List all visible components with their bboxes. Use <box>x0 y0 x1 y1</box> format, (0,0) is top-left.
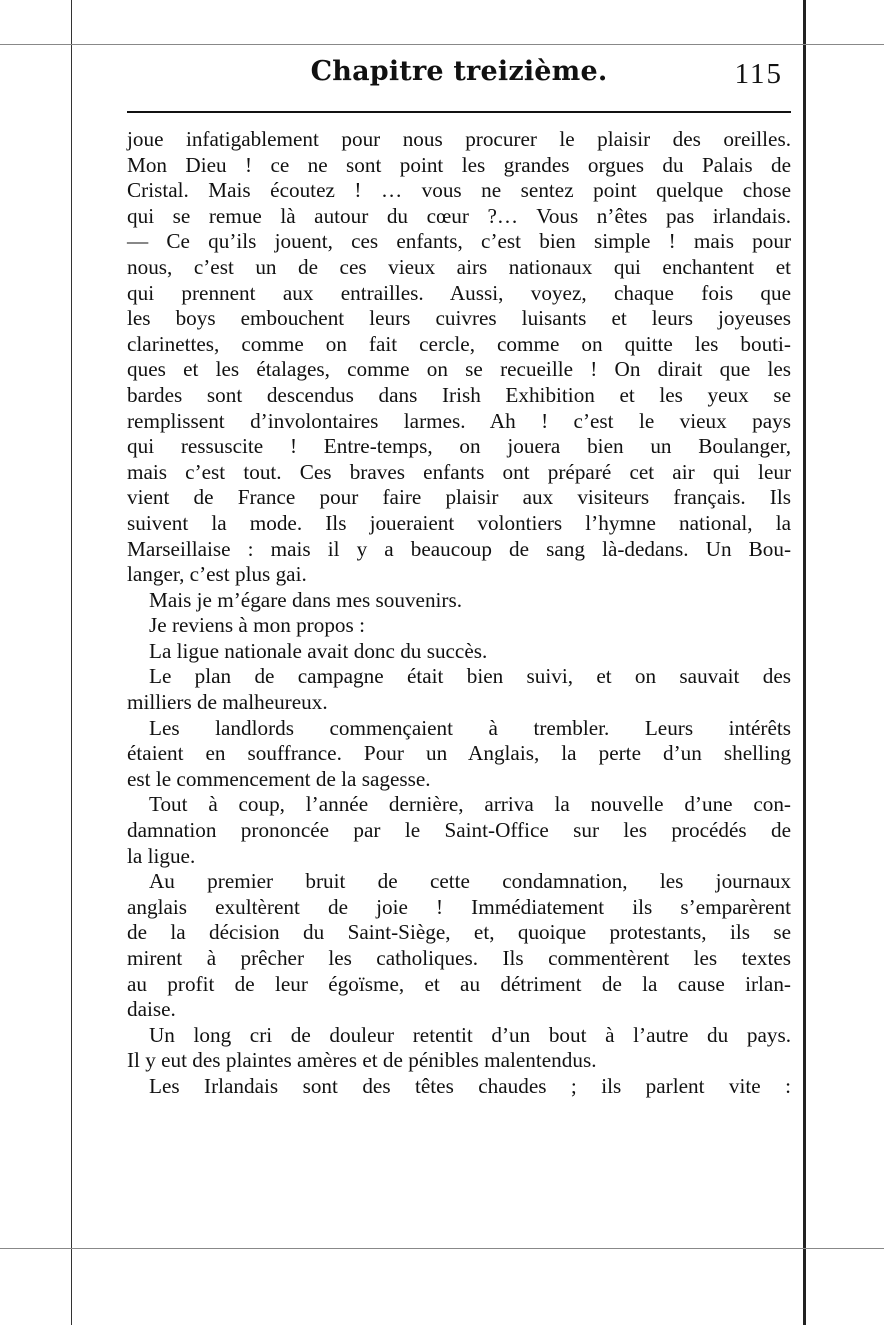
text-line: de la décision du Saint-Siège, et, quoique protestants, ils se <box>127 920 791 945</box>
left-margin-line <box>71 0 72 1325</box>
text-line: ques et les étalages, comme on se recueille ! On dirait que les <box>127 357 791 382</box>
text-line: au profit de leur égoïsme, et au détriment de la cause irlan- <box>127 971 791 996</box>
page-number: 115 <box>734 58 783 90</box>
top-edge-line <box>0 44 884 45</box>
text-line: Marseillaise : mais il y a beaucoup de sang là-dedans. Un Bou- <box>127 536 791 561</box>
text-line: Le plan de campagne était bien suivi, et on sauvait des <box>149 664 791 689</box>
text-line: qui se remue là autour du cœur ?… Vous n’êtes pas irlandais. <box>127 203 791 228</box>
text-line: Tout à coup, l’année dernière, arriva la nouvelle d’une con- <box>149 792 791 817</box>
text-line: Mais je m’égare dans mes souvenirs. <box>149 587 463 612</box>
running-header <box>127 56 791 102</box>
right-margin-line <box>803 0 806 1325</box>
text-line: clarinettes, comme on fait cercle, comme on quitte les bouti- <box>127 331 791 356</box>
text-line: daise. <box>127 997 176 1022</box>
chapter-title: Chapitre treizième. <box>310 56 608 87</box>
text-line: langer, c’est plus gai. <box>127 562 307 587</box>
text-line: remplissent d’involontaires larmes. Ah ! c’est le vieux pays <box>127 408 791 433</box>
text-line: Mon Dieu ! ce ne sont point les grandes orgues du Palais de <box>127 152 791 177</box>
text-line: mirent à prêcher les catholiques. Ils commentèrent les textes <box>127 946 791 970</box>
body-text <box>127 127 791 1100</box>
text-line: milliers de malheureux. <box>127 690 328 715</box>
text-line: suivent la mode. Ils joueraient volontiers l’hymne national, la <box>127 510 791 535</box>
text-line: nous, c’est un de ces vieux airs nationaux qui enchantent et <box>127 254 791 279</box>
text-line: vient de France pour faire plaisir aux visiteurs français. Ils <box>127 485 791 510</box>
text-line: qui prennent aux entrailles. Aussi, voyez, chaque fois que <box>127 280 791 305</box>
text-line: Un long cri de douleur retentit d’un bout à l’autre du pays. <box>149 1022 791 1047</box>
text-line: Il y eut des plaintes amères et de pénibles malentendus. <box>127 1048 597 1073</box>
text-line: mais c’est tout. Ces braves enfants ont préparé cet air qui leur <box>127 459 791 484</box>
text-line: les boys embouchent leurs cuivres luisants et leurs joyeuses <box>127 306 791 331</box>
header-rule <box>127 111 791 113</box>
bottom-edge-line <box>0 1248 884 1249</box>
text-line: Cristal. Mais écoutez ! … vous ne sentez point quelque chose <box>127 178 791 203</box>
text-line: La ligue nationale avait donc du succès. <box>149 638 488 663</box>
text-line: Au premier bruit de cette condamnation, les journaux <box>149 869 791 894</box>
text-line: Je reviens à mon propos : <box>149 613 365 638</box>
text-line: damnation prononcée par le Saint-Office sur les procédés de <box>127 818 791 843</box>
text-line: qui ressuscite ! Entre-temps, on jouera bien un Boulanger, <box>127 434 791 459</box>
text-line: Les landlords commençaient à trembler. Leurs intérêts <box>149 715 791 740</box>
text-line: la ligue. <box>127 843 196 868</box>
text-line: — Ce qu’ils jouent, ces enfants, c’est bien simple ! mais pour <box>127 229 791 254</box>
text-line: bardes sont descendus dans Irish Exhibition et les yeux se <box>127 382 791 407</box>
text-line: anglais exultèrent de joie ! Immédiatement ils s’emparèrent <box>127 894 791 919</box>
text-line: est le commencement de la sagesse. <box>127 766 431 791</box>
text-line: Les Irlandais sont des têtes chaudes ; ils parlent vite : <box>149 1073 791 1098</box>
text-line: étaient en souffrance. Pour un Anglais, la perte d’un shelling <box>127 741 791 766</box>
text-line: joue infatigablement pour nous procurer le plaisir des oreilles. <box>127 127 791 151</box>
